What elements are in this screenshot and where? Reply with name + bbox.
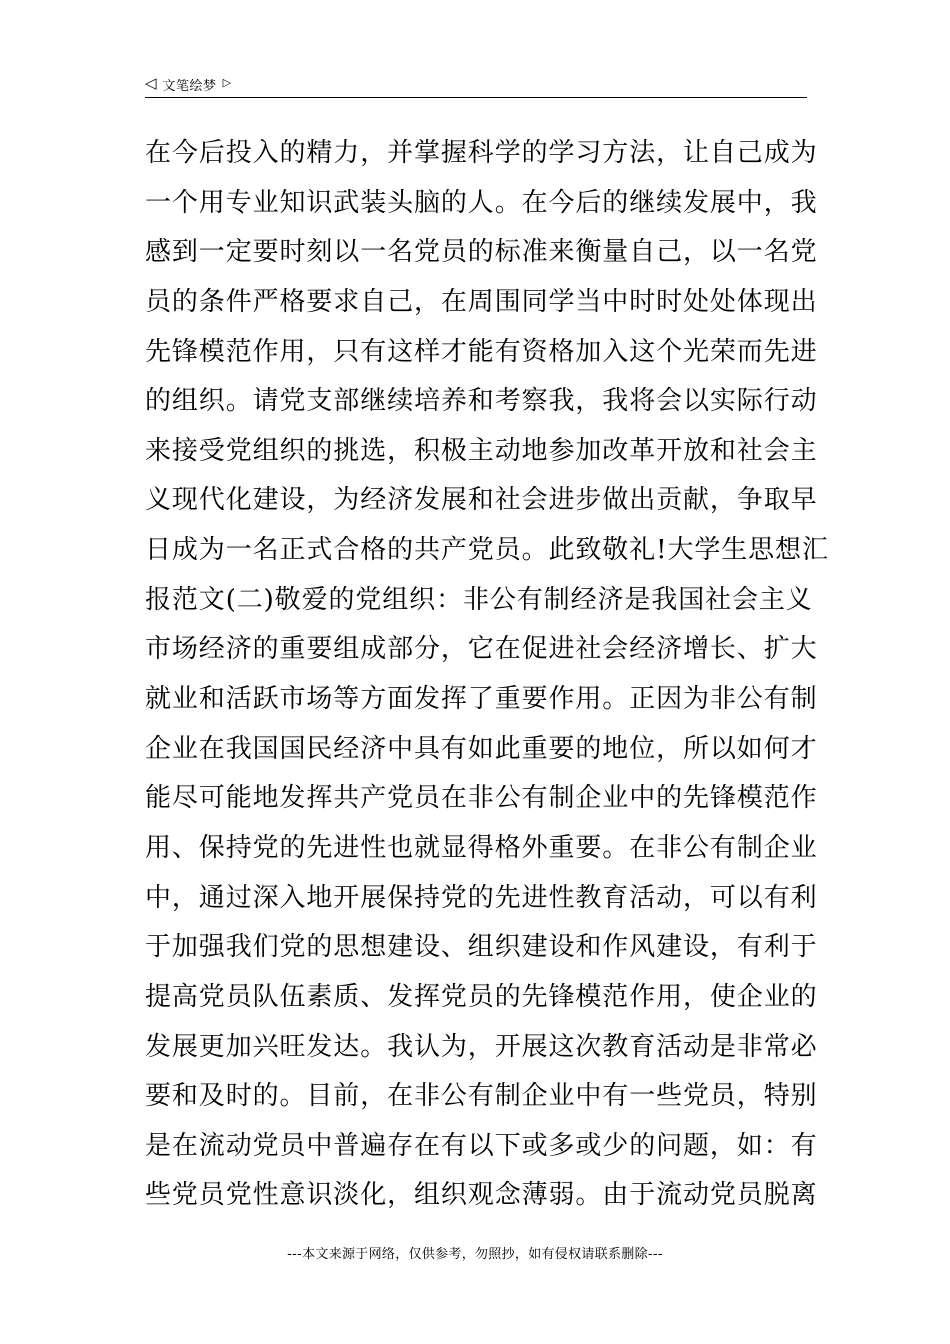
right-triangle-icon: ▷ [222,76,232,89]
body-line: 一个用专业知识武装头脑的人。在今后的继续发展中，我 [145,187,818,218]
footer-disclaimer: ---本文来源于网络，仅供参考，勿照抄，如有侵权请联系删除--- [287,1247,663,1262]
body-line: 能尽可能地发挥共产党员在非公有制企业中的先锋模范作 [145,783,818,814]
body-line: 感到一定要时刻以一名党员的标准来衡量自己，以一名党 [145,237,818,268]
body-line: 在今后投入的精力，并掌握科学的学习方法，让自己成为 [145,138,818,168]
body-line: 要和及时的。目前，在非公有制企业中有一些党员，特别 [145,1081,818,1112]
page-header [145,72,807,98]
body-line: 的组织。请党支部继续培养和考察我，我将会以实际行动 [145,386,818,417]
body-line: 于加强我们党的思想建设、组织建设和作风建设，有利于 [145,932,818,963]
left-triangle-icon: ◁ [145,74,157,92]
body-line: 些党员党性意识淡化，组织观念薄弱。由于流动党员脱离 [145,1180,818,1211]
document-body [145,129,829,1221]
body-line: 企业在我国国民经济中具有如此重要的地位，所以如何才 [145,733,818,764]
body-line: 用、保持党的先进性也就显得格外重要。在非公有制企业 [145,832,818,863]
body-line: 日成为一名正式合格的共产党员。此致敬礼!大学生思想汇 [145,535,829,566]
body-line: 就业和活跃市场等方面发挥了重要作用。正因为非公有制 [145,684,818,715]
body-line: 提高党员队伍素质、发挥党员的先锋模范作用，使企业的 [145,981,818,1012]
body-line: 中，通过深入地开展保持党的先进性教育活动，可以有利 [145,882,818,913]
body-line: 报范文(二)敬爱的党组织：非公有制经济是我国社会主义 [145,584,813,615]
body-line: 先锋模范作用，只有这样才能有资格加入这个光荣而先进 [145,336,818,367]
body-line: 来接受党组织的挑选，积极主动地参加改革开放和社会主 [145,435,818,466]
header-brand: 文笔绘梦 [162,79,217,94]
body-line: 市场经济的重要组成部分，它在促进社会经济增长、扩大 [145,634,818,665]
body-line: 义现代化建设，为经济发展和社会进步做出贡献，争取早 [145,485,818,516]
body-line: 员的条件严格要求自己，在周围同学当中时时处处体现出 [145,286,818,317]
body-line: 发展更加兴旺发达。我认为，开展这次教育活动是非常必 [145,1031,818,1062]
body-line: 是在流动党员中普遍存在有以下或多或少的问题，如：有 [145,1130,818,1161]
